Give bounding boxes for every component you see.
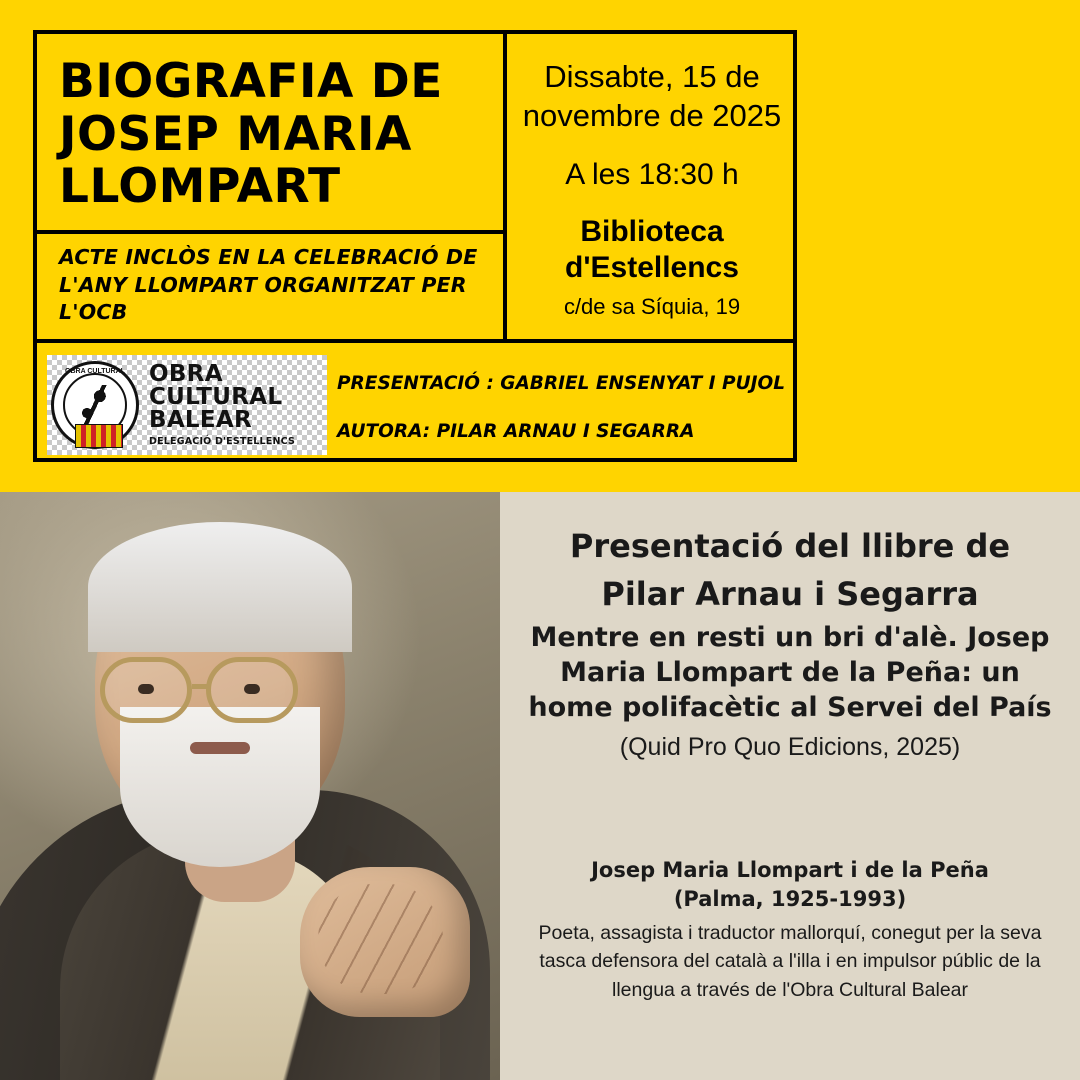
photo-eye-right: [244, 684, 260, 694]
book-title: Mentre en resti un bri d'alè. Josep Maria Llompart de la Peña: un home polifacètic al Servei del País: [528, 622, 1052, 724]
event-venue: Biblioteca d'Estellencs: [565, 214, 739, 284]
title-divider: [37, 230, 503, 234]
event-address: c/de sa Síquia, 19: [563, 293, 741, 319]
date-block: [511, 58, 793, 320]
page-title: BIOGRAFIA DE JOSEP MARIA LLOMPART: [59, 54, 443, 215]
portrait-photo: [0, 492, 500, 1080]
book-heading-line-1: Presentació del llibre de: [569, 527, 1011, 565]
ocb-word-1: OBRA: [149, 361, 223, 388]
author-bio-dates: (Palma, 1925-1993): [673, 886, 907, 911]
header-panel: [0, 0, 1080, 492]
senyera-flag-icon: [75, 424, 123, 448]
author-bio-name: Josep Maria Llompart i de la Peña: [591, 858, 989, 883]
photo-glasses-bridge: [192, 684, 210, 689]
photo-hair: [88, 522, 352, 652]
book-info-column: [500, 492, 1080, 1080]
title-block: [59, 56, 489, 214]
book-heading-line-2: Pilar Arnau i Segarra: [601, 575, 979, 613]
credit-author: AUTORA: PILAR ARNAU I SEGARRA: [337, 421, 695, 443]
book-publisher: (Quid Pro Quo Edicions, 2025): [619, 733, 961, 762]
ocb-word-2: CULTURAL: [149, 384, 283, 411]
ocb-logo: [47, 355, 327, 455]
seal-top-label: OBRA CULTURAL: [65, 368, 125, 375]
author-bio-text: Poeta, assagista i traductor mallorquí, conegut per la seva tasca defensora del català a l'illa i en impulsor públic de la llengua a través de l'Obra Cultural Balear: [538, 921, 1042, 1001]
credits-block: [337, 373, 787, 443]
photo-mouth: [190, 742, 250, 754]
ocb-wordmark: [149, 363, 295, 447]
event-date: Dissabte, 15 de novembre de 2025: [522, 59, 782, 133]
ocb-delegation-label: DELEGACIÓ D'ESTELLENCS: [149, 436, 295, 448]
vertical-divider: [503, 34, 507, 339]
event-subtitle: ACTE INCLÒS EN LA CELEBRACIÓ DE L'ANY LLOMPART ORGANITZAT PER L'OCB: [59, 245, 478, 325]
photo-eye-left: [138, 684, 154, 694]
logo-row: [37, 343, 797, 462]
header-frame: [33, 30, 797, 462]
credit-presentation: PRESENTACIÓ : GABRIEL ENSENYAT I PUJOL: [337, 373, 785, 394]
biography-block: [526, 856, 1054, 1003]
content-panel: [0, 492, 1080, 1080]
photo-beard: [120, 707, 320, 867]
event-time: A les 18:30 h: [565, 157, 739, 191]
ocb-word-3: BALEAR: [149, 407, 253, 434]
photo-fingers: [318, 884, 443, 994]
